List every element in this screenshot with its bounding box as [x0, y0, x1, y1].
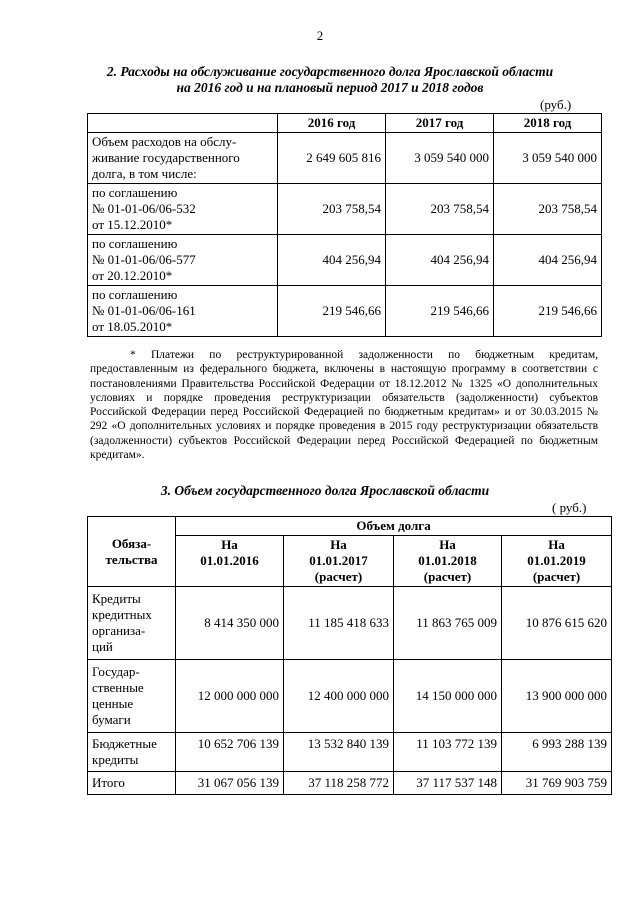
header-line: 01.01.2019	[527, 553, 586, 568]
label-line: № 01-01-06/06-161	[92, 303, 196, 318]
row-label	[88, 235, 278, 286]
section3-title: 3. Объем государственного долга Ярославской области	[160, 483, 490, 498]
header-line: тельства	[105, 551, 158, 567]
section3-header-group: Объем долга	[176, 517, 612, 536]
table-row	[88, 286, 602, 337]
table-row	[88, 235, 602, 286]
table-row	[88, 184, 602, 235]
table-cell: 8 414 350 000	[176, 587, 284, 660]
cell-2016: 203 758,54	[278, 184, 386, 235]
header-line: (расчет)	[532, 569, 581, 584]
cell-2018: 3 059 540 000	[494, 133, 602, 184]
table-cell: 31 769 903 759	[502, 772, 612, 795]
label-line: Бюджетные	[92, 736, 157, 751]
cell-2017: 3 059 540 000	[386, 133, 494, 184]
row-label	[88, 660, 176, 733]
table-row	[88, 660, 612, 733]
label-line: от 20.12.2010*	[92, 268, 173, 283]
cell-2017: 219 546,66	[386, 286, 494, 337]
section3-header-obligation	[88, 517, 176, 587]
cell-2016: 404 256,94	[278, 235, 386, 286]
header-line: На	[330, 537, 347, 552]
label-line: Кредиты	[92, 591, 141, 606]
section2-table	[87, 113, 602, 337]
table-cell: 14 150 000 000	[394, 660, 502, 733]
label-line: по соглашению	[92, 236, 178, 251]
section2-title-line2: на 2016 год и на плановый период 2017 и 2018 годов	[176, 80, 484, 95]
label-line: ций	[92, 639, 113, 654]
row-label	[88, 286, 278, 337]
table-cell: 13 532 840 139	[284, 733, 394, 772]
section2-title-line1: 2. Расходы на обслуживание государственного долга Ярославской области	[106, 64, 554, 79]
table-cell: 13 900 000 000	[502, 660, 612, 733]
section2-header-2016: 2016 год	[278, 114, 386, 133]
header-line: На	[548, 537, 565, 552]
label-line: ценные	[92, 696, 134, 711]
row-label	[88, 587, 176, 660]
cell-2018: 219 546,66	[494, 286, 602, 337]
row-label	[88, 184, 278, 235]
table-cell: 10 652 706 139	[176, 733, 284, 772]
header-line: 01.01.2018	[418, 553, 477, 568]
section2-title	[70, 64, 590, 96]
section2-unit: (руб.)	[540, 97, 572, 112]
section2-footnote: * Платежи по реструктурированной задолженности по бюджетным кредитам, предоставленным из федерального бюджета, включены в настоящую программу в соответствии с постановлениями Правительства Российской Федерации от 18.12.2012 № 1325 «О дополнительных условиях и порядке проведения реструктуризации обязательств (задолженности) субъектов Российской Федерации перед Российской Федерацией по бюджетным кредитам» и от 30.03.2015 № 292 «О дополнительных условиях и порядке проведения в 2015 году реструктуризации обязательств (задолженности) субъектов Российской Федерации перед Российской Федерацией по бюджетным кредитам».	[90, 349, 598, 462]
label-line: по соглашению	[92, 185, 178, 200]
label-line: от 15.12.2010*	[92, 217, 173, 232]
table-cell: 12 400 000 000	[284, 660, 394, 733]
table-row	[88, 587, 612, 660]
label-line: организа-	[92, 623, 146, 638]
section2-header-row	[88, 114, 602, 133]
table-row	[88, 733, 612, 772]
table-cell: 37 117 537 148	[394, 772, 502, 795]
header-line: 01.01.2017	[309, 553, 368, 568]
label-line: по соглашению	[92, 287, 178, 302]
date-header	[394, 536, 502, 587]
label-line: долга, в том числе:	[92, 166, 197, 181]
table-cell: 12 000 000 000	[176, 660, 284, 733]
table-cell: 6 993 288 139	[502, 733, 612, 772]
section3-header-row	[88, 517, 612, 536]
row-label	[88, 133, 278, 184]
label-line: Государ-	[92, 664, 140, 679]
header-line: (расчет)	[314, 569, 363, 584]
date-header	[284, 536, 394, 587]
page-number: 2	[316, 28, 324, 43]
header-line: (расчет)	[423, 569, 472, 584]
section2-header-2017: 2017 год	[386, 114, 494, 133]
section2-header-empty	[88, 114, 278, 133]
table-cell: 11 185 418 633	[284, 587, 394, 660]
cell-2018: 404 256,94	[494, 235, 602, 286]
label-line: кредиты	[92, 752, 139, 767]
cell-2016: 219 546,66	[278, 286, 386, 337]
header-line: На	[439, 537, 456, 552]
row-label	[88, 772, 176, 795]
table-row	[88, 133, 602, 184]
table-cell: 11 103 772 139	[394, 733, 502, 772]
table-cell: 31 067 056 139	[176, 772, 284, 795]
section2-header-2018: 2018 год	[494, 114, 602, 133]
table-row	[88, 772, 612, 795]
label-line: № 01-01-06/06-577	[92, 252, 196, 267]
cell-2018: 203 758,54	[494, 184, 602, 235]
label-line: ственные	[92, 680, 144, 695]
cell-2016: 2 649 605 816	[278, 133, 386, 184]
row-label	[88, 733, 176, 772]
date-header	[176, 536, 284, 587]
label-line: от 18.05.2010*	[92, 319, 173, 334]
label-line: живание государственного	[92, 150, 240, 165]
table-cell: 10 876 615 620	[502, 587, 612, 660]
section3-table	[87, 516, 612, 795]
label-line: № 01-01-06/06-532	[92, 201, 196, 216]
table-cell: 37 118 258 772	[284, 772, 394, 795]
section3-unit: ( руб.)	[552, 500, 587, 515]
label-line: Объем расходов на обслу-	[92, 134, 237, 149]
label-line: бумаги	[92, 712, 131, 727]
cell-2017: 203 758,54	[386, 184, 494, 235]
date-header	[502, 536, 612, 587]
label-line: кредитных	[92, 607, 152, 622]
header-line: На	[221, 537, 238, 552]
table-cell: 11 863 765 009	[394, 587, 502, 660]
header-line: Обяза-	[111, 535, 152, 551]
label-line: Итого	[92, 775, 125, 790]
cell-2017: 404 256,94	[386, 235, 494, 286]
header-line: 01.01.2016	[200, 553, 259, 568]
